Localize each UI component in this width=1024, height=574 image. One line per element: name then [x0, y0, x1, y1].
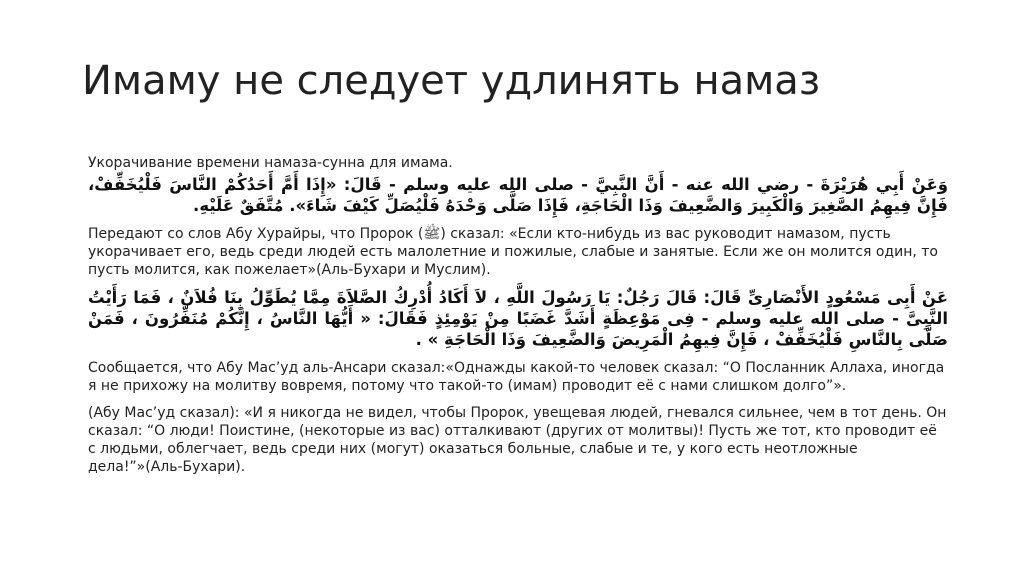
translation-paragraph-1: Передают со слов Абу Хурайры, что Пророк (ﷺ) сказал: «Если кто-нибудь из вас руководит намазом, пусть укорачивает его, ведь среди людей есть малолетние и пожилые, слабые и занятые. Если же он молится один, то пусть молится, как пожелает»(Аль-Бухари и Муслим). — [88, 226, 938, 278]
translation-paragraph-3: (Абу Мас’уд сказал): «И я никогда не видел, чтобы Пророк, увещевая людей, гневался сильнее, чем в тот день. Он сказал: “О люди! Поистине, (некоторые из вас) отталкивают (других от молитвы)! Пусть же тот, кто проводит её с людьми, облегчает, ведь среди них (могут) оказаться больные, слабые и те, у кого есть неотложные дела!”»(Аль-Бухари). — [88, 405, 947, 475]
arabic-hadith-2: عَنْ أَبِى مَسْعُودٍ الأَنْصَارِىِّ قَالَ: قَالَ رَجُلٌ: يَا رَسُولَ اللَّهِ ، لاَ أَكَادُ أُدْرِكُ الصَّلاَةَ مِمَّا يُطَوِّلُ بِنَا فُلاَنٌ ، فَمَا رَأَيْتُ النَّبِىَّ - صلى الله عليه وسلم - فِى مَوْعِظَةٍ أَشَدَّ غَضَبًا مِنْ يَوْمِئِذٍ فَقَالَ: « أَيُّهَا النَّاسُ ، إِنَّكُمْ مُنَفِّرُونَ ، فَمَنْ صَلَّى بِالنَّاسِ فَلْيُخَفِّفْ ، فَإِنَّ فِيهِمُ الْمَرِيضَ وَالضَّعِيفَ وَذَا الْحَاجَةِ » . — [88, 288, 948, 349]
intro-paragraph: Укорачивание времени намаза-сунна для имама. — [88, 155, 453, 171]
slide-title: Имаму не следует удлинять намаз — [82, 58, 821, 104]
slide-body — [88, 154, 948, 476]
translation-paragraph-2: Сообщается, что Абу Мас’уд аль-Ансари сказал:«Однажды какой-то человек сказал: “О Посланник Аллаха, иногда я не прихожу на молитву вовремя, потому что такой-то (имам) проводит её с нами слишком долго”». — [88, 360, 945, 394]
arabic-hadith-1: وَعَنْ أَبِي هُرَيْرَةَ - رضي الله عنه - أَنَّ النَّبِيَّ - صلى الله عليه وسلم - قَالَ: «إِذَا أَمَّ أَحَدُكُمْ النَّاسَ فَلْيُخَفِّفْ، فَإِنَّ فِيهِمُ الصَّغِيرَ وَالْكَبِيرَ وَالضَّعِيفَ وَذَا الْحَاجَةِ، فَإِذَا صَلَّى وَحْدَهُ فَلْيُصَلِّ كَيْفَ شَاءَ». مُتَّفَقٌ عَلَيْهِ. — [88, 175, 948, 215]
